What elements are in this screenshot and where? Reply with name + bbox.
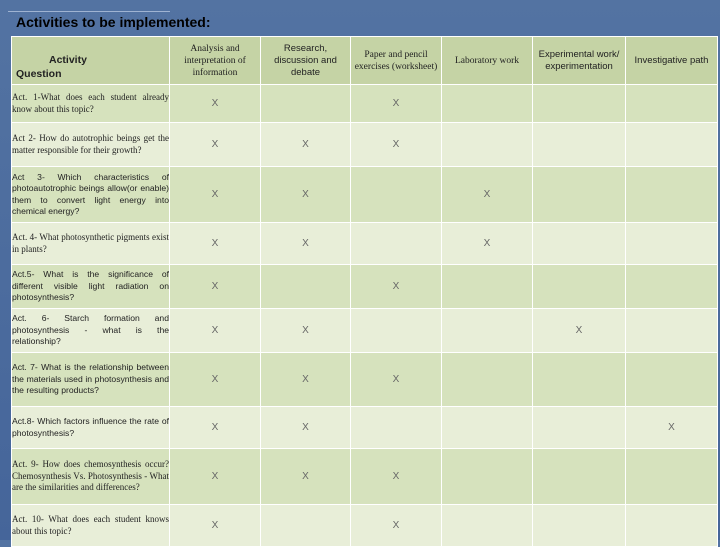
activity-question: Act. 6- Starch formation and photosynthesis - what is the relationship?: [12, 309, 170, 353]
mark-cell: [626, 85, 718, 123]
mark-cell: [626, 167, 718, 223]
mark-cell: X: [170, 167, 261, 223]
mark-cell: X: [170, 265, 261, 309]
mark-cell: X: [261, 449, 351, 505]
mark-cell: [626, 353, 718, 407]
mark-cell: X: [626, 407, 718, 449]
mark-cell: X: [170, 85, 261, 123]
mark-cell: X: [351, 505, 442, 547]
mark-cell: [261, 85, 351, 123]
mark-cell: X: [351, 353, 442, 407]
mark-cell: [533, 167, 626, 223]
page-title: Activities to be implemented:: [16, 14, 211, 30]
activity-question: Act 3- Which characteristics of photoautotrophic beings allow(or enable) them to convert light energy into chemical energy?: [12, 167, 170, 223]
mark-cell: [442, 265, 533, 309]
title-underline: [8, 11, 170, 12]
mark-cell: [442, 123, 533, 167]
mark-cell: X: [170, 353, 261, 407]
activity-question: Act. 4- What photosynthetic pigments exist in plants?: [12, 223, 170, 265]
header-row: [12, 37, 718, 85]
table-row: [12, 265, 718, 309]
mark-cell: X: [170, 449, 261, 505]
activity-question: Act. 10- What does each student knows about this topic?: [12, 505, 170, 547]
activity-question: Act.8- Which factors influence the rate of photosynthesis?: [12, 407, 170, 449]
table-row: [12, 407, 718, 449]
mark-cell: [626, 505, 718, 547]
column-header-laboratory: Laboratory work: [442, 37, 533, 85]
mark-cell: [626, 223, 718, 265]
mark-cell: [261, 505, 351, 547]
activity-question: Act 2- How do autotrophic beings get the matter responsible for their growth?: [12, 123, 170, 167]
table-row: [12, 123, 718, 167]
mark-cell: [351, 223, 442, 265]
mark-cell: [442, 309, 533, 353]
mark-cell: [442, 407, 533, 449]
mark-cell: [442, 353, 533, 407]
mark-cell: [626, 309, 718, 353]
table-row: [12, 449, 718, 505]
mark-cell: [442, 505, 533, 547]
corner-activity-label: Activity: [49, 54, 87, 66]
mark-cell: [533, 265, 626, 309]
column-header-experimental: Experimental work/ experimentation: [533, 37, 626, 85]
table-row: [12, 353, 718, 407]
mark-cell: X: [261, 167, 351, 223]
table-row: [12, 505, 718, 547]
mark-cell: [533, 505, 626, 547]
corner-question-label: Question: [16, 68, 62, 80]
column-header-research: Research, discussion and debate: [261, 37, 351, 85]
header-corner-cell: [12, 37, 170, 85]
mark-cell: X: [261, 407, 351, 449]
mark-cell: [533, 85, 626, 123]
mark-cell: X: [170, 223, 261, 265]
mark-cell: X: [261, 123, 351, 167]
mark-cell: [351, 167, 442, 223]
mark-cell: X: [351, 85, 442, 123]
mark-cell: [261, 265, 351, 309]
mark-cell: X: [170, 505, 261, 547]
mark-cell: [351, 309, 442, 353]
mark-cell: [626, 123, 718, 167]
mark-cell: X: [261, 223, 351, 265]
mark-cell: [626, 449, 718, 505]
mark-cell: [626, 265, 718, 309]
column-header-paper-pencil: Paper and pencil exercises (worksheet): [351, 37, 442, 85]
mark-cell: X: [170, 309, 261, 353]
mark-cell: X: [351, 449, 442, 505]
mark-cell: X: [261, 309, 351, 353]
mark-cell: [442, 449, 533, 505]
mark-cell: [533, 223, 626, 265]
column-header-investigative: Investigative path: [626, 37, 718, 85]
activity-question: Act. 1-What does each student already know about this topic?: [12, 85, 170, 123]
mark-cell: X: [170, 123, 261, 167]
mark-cell: X: [170, 407, 261, 449]
table-row: [12, 309, 718, 353]
column-header-analysis: Analysis and interpretation of information: [170, 37, 261, 85]
title-bar: [0, 0, 720, 36]
activities-table: [11, 36, 718, 547]
mark-cell: X: [533, 309, 626, 353]
activity-question: Act. 7- What is the relationship between the materials used in photosynthesis and the resulting products?: [12, 353, 170, 407]
mark-cell: X: [351, 123, 442, 167]
mark-cell: X: [261, 353, 351, 407]
mark-cell: [442, 85, 533, 123]
mark-cell: [533, 353, 626, 407]
table-row: [12, 167, 718, 223]
activity-question: Act.5- What is the significance of different visible light radiation on photosynthesis?: [12, 265, 170, 309]
mark-cell: X: [442, 167, 533, 223]
mark-cell: X: [351, 265, 442, 309]
table-row: [12, 223, 718, 265]
mark-cell: [533, 123, 626, 167]
mark-cell: X: [442, 223, 533, 265]
activity-question: Act. 9- How does chemosynthesis occur? Chemosynthesis Vs. Photosynthesis - What are the similarities and differences?: [12, 449, 170, 505]
mark-cell: [533, 407, 626, 449]
table-row: [12, 85, 718, 123]
mark-cell: [351, 407, 442, 449]
mark-cell: [533, 449, 626, 505]
